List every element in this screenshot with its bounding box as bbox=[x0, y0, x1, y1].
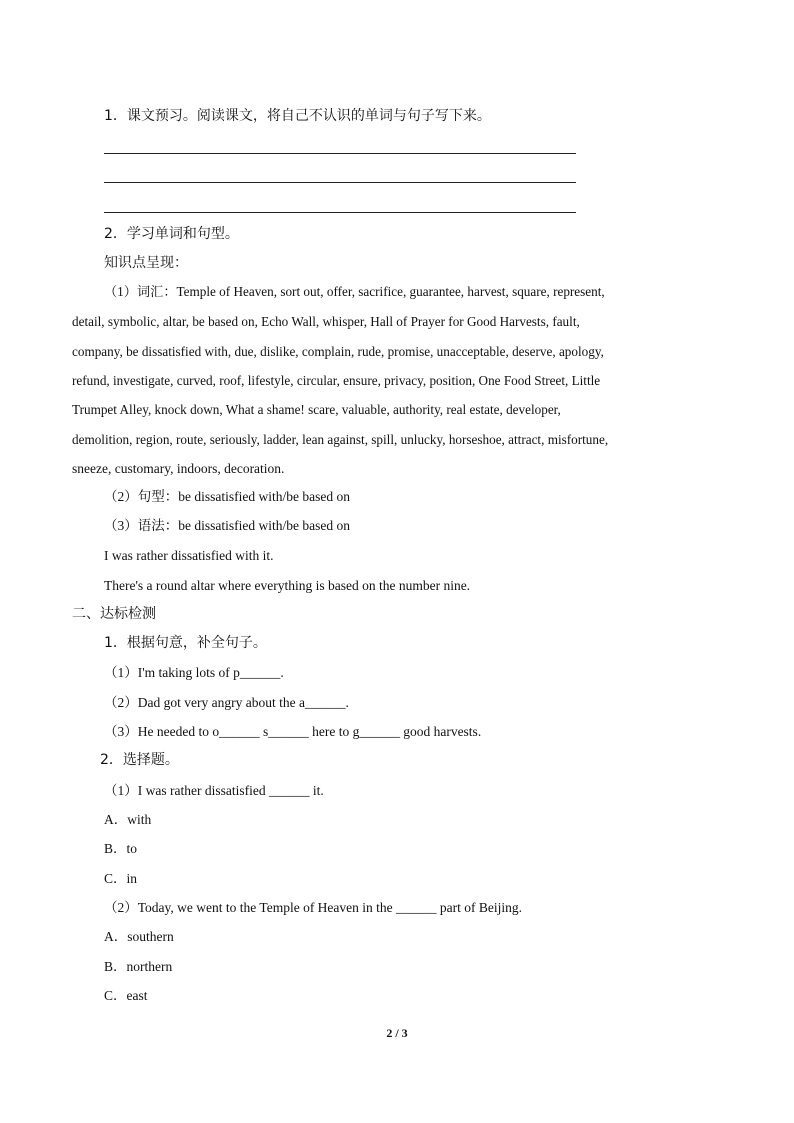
task-1-preview: 1．课文预习。阅读课文，将自己不认识的单词与句子写下来。 bbox=[104, 108, 491, 124]
page-number: 2 / 3 bbox=[386, 1026, 408, 1040]
vocab-line: （1）词汇：Temple of Heaven, sort out, offer, sacrifice, guarantee, harvest, square, represent, bbox=[104, 284, 605, 299]
answer-option: C．east bbox=[104, 988, 148, 1003]
question-stem: （2）Today, we went to the Temple of Heaven in the ______ part of Beijing. bbox=[104, 900, 523, 915]
vocab-line: demolition, region, route, seriously, ladder, lean against, spill, unlucky, horseshoe, attract, misfortune, bbox=[72, 432, 609, 447]
answer-option: A．with bbox=[104, 812, 152, 827]
task-2-study: 2．学习单词和句型。 bbox=[104, 226, 239, 242]
answer-line-2 bbox=[104, 182, 576, 183]
fill-in-item: （3）He needed to o______ s______ here to g______ good harvests. bbox=[104, 724, 482, 739]
fill-in-item: （2）Dad got very angry about the a______. bbox=[104, 695, 349, 710]
answer-option: B．to bbox=[104, 841, 138, 856]
answer-option: A．southern bbox=[104, 929, 174, 944]
fill-in-title: 1．根据句意，补全句子。 bbox=[104, 635, 267, 651]
example-sentence: There's a round altar where everything is based on the number nine. bbox=[104, 578, 471, 593]
multiple-choice-title: 2．选择题。 bbox=[100, 752, 179, 768]
vocab-line: company, be dissatisfied with, due, dislike, complain, rude, promise, unacceptable, deserve, apology, bbox=[72, 344, 604, 359]
fill-in-item: （1）I'm taking lots of p______. bbox=[104, 665, 284, 680]
vocab-line-last: sneeze, customary, indoors, decoration. bbox=[72, 461, 285, 476]
answer-option: B．northern bbox=[104, 959, 173, 974]
grammar-point: （3）语法：be dissatisfied with/be based on bbox=[104, 518, 350, 533]
vocab-line: Trumpet Alley, knock down, What a shame! scare, valuable, authority, real estate, developer, bbox=[72, 402, 561, 417]
vocab-line: detail, symbolic, altar, be based on, Echo Wall, whisper, Hall of Prayer for Good Harvests, fault, bbox=[72, 314, 580, 329]
sentence-pattern: （2）句型：be dissatisfied with/be based on bbox=[104, 489, 350, 504]
knowledge-heading: 知识点呈现： bbox=[104, 255, 188, 271]
answer-line-3 bbox=[104, 212, 576, 213]
example-sentence: I was rather dissatisfied with it. bbox=[104, 548, 274, 563]
section-title: 二、达标检测 bbox=[72, 606, 156, 622]
answer-line-1 bbox=[104, 153, 576, 154]
question-stem: （1）I was rather dissatisfied ______ it. bbox=[104, 783, 324, 798]
answer-option: C．in bbox=[104, 871, 138, 886]
vocab-line: refund, investigate, curved, roof, lifestyle, circular, ensure, privacy, position, One Food Street, Little bbox=[72, 373, 601, 388]
